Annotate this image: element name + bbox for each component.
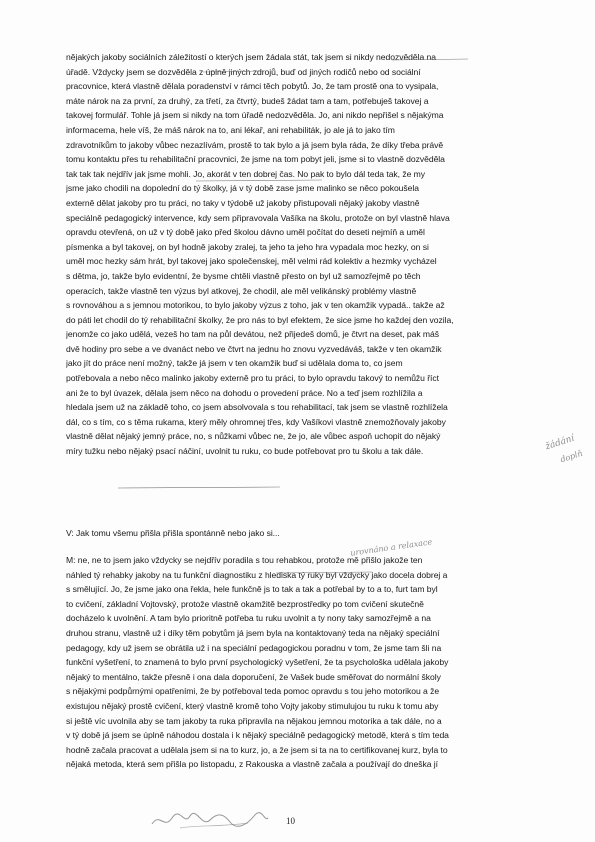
transcript-line: hodně začala pracovat a udělala jsem si na to kurz, jo, a že jsem si ta na to certifikovanej kurz, byla to bbox=[66, 744, 448, 755]
transcript-line: s dětma, jo, takže bylo evidentní, že bysme chtěli vlastně přesto on byl už samozřejmě po těch bbox=[66, 270, 421, 281]
page-number: 10 bbox=[286, 816, 295, 826]
transcript-line: tak tak tak nejdřív jak jsme mohli. Jo, akorát v ten dobrej čas. No pak to bylo dál teda tak, že my bbox=[66, 168, 426, 179]
transcript-line: do páti let chodil do tý rehabilitační školky, že pro nás to byl efektem, že sice jsme ho každej den vozila, bbox=[66, 314, 454, 325]
transcript-line: nějakých jakoby sociálních záležitostí o kterých jsem žádala stát, tak jsem si nikdy nedozvěděla na bbox=[66, 52, 437, 62]
transcript-line: takovej formulář. Tohle já jsem si nikdy na tom úřadě nedozvěděla. Jo, ani nikdo nepřišel s nějakýma bbox=[66, 110, 444, 121]
transcript-line: nějaký to mentálno, takže přesně i ona dala doporučení, že Vašek bude směřovat do normální školy bbox=[66, 671, 441, 682]
transcript-line: operacích, takže vlastně ten výzus byl atkovej, že chodil, ale měl velikánský problémy vlastně bbox=[66, 285, 417, 296]
transcript-line: pedagogy, kdy už jsem se obrátila už i na speciální pedagogickou poradnu v tom, že jsme tam šli na bbox=[66, 642, 442, 653]
transcript-line: to cvičení, základní Vojtovský, protože vlastně okamžitě bezprostředky po tom cvičení skutečně bbox=[66, 598, 424, 609]
transcript-line: s nějakými podpůrnými opatřeními, že by potřeboval teda pomoc opravdu s tou jeho motorikou a že bbox=[66, 686, 440, 697]
transcript-line: nějaká metoda, která sem přišla po listopadu, z Rakouska a vlastně začala a používají do dneška jí bbox=[66, 759, 439, 770]
question-line: V: Jak tomu všemu přišla přišla spontánně nebo jako si... bbox=[66, 528, 280, 538]
transcript-line: vlastně dělat nějaký jemný práce, no, s nůžkami vůbec ne, že jo, ale vůbec aspoň uchopit do nějaký bbox=[66, 431, 441, 442]
transcript-line: M: ne, ne to jsem jako vždycky se nejdřív poradila s tou rehabkou, protože mě přišlo jakože ten bbox=[66, 555, 423, 565]
transcript-line: míry tužku nebo nějaký psací náčiní, uvolnit tu ruku, co bude potřebovat pro tu školu a tak dále. bbox=[66, 446, 424, 457]
transcript-line: docházelo k uvolnění. A tam bylo prioritně potřeba tu ruku uvolnit a ty nony taky samozřejmě a na bbox=[66, 613, 431, 624]
transcript-line: jenomže co jako udělá, vezeš ho tam na půl devátou, než přijedeš domů, je čtvrt na deset, pak máš bbox=[66, 329, 440, 340]
transcript-line: potřebovala a nebo něco malinko jakoby externě pro tu práci, to bylo opravdu takový to nemůžu říct bbox=[66, 373, 439, 384]
transcript-line: jako jít do práce není možný, takže já jsem v ten okamžik buď si udělala doma to, co jsem bbox=[66, 358, 403, 369]
handwritten-interlinear-note: urovnáno a relaxace bbox=[349, 537, 433, 558]
transcript-line: v tý době já jsem se úplně náhodou dostala i k nějaký speciálně pedagogický metodě, která s tím teda bbox=[66, 730, 449, 741]
transcript-line: uměl moc hezky sám hrát, byl takovej jako společenskej, měl velmi rád kolektiv a hezmky vycházel bbox=[66, 256, 437, 267]
transcript-line: písmenka a byl takovej, on byl hodně jakoby zralej, ta jeho ta jeho hra vypadala moc hezky, on si bbox=[66, 241, 429, 252]
transcript-line: externě dělat jakoby pro tu práci, no taky v týdobě už jakoby přistupovali nějaký jakoby vlastně bbox=[66, 197, 420, 208]
transcript-line: existujou nějaký prostě cvičení, který vlastně kromě toho Vojty jakoby stimulujou tu ruku k tomu aby bbox=[66, 700, 439, 711]
handwritten-margin-note: doplň bbox=[559, 448, 584, 465]
transcript-line: s rovnováhou a s jemnou motorikou, to bylo jakoby výzus z toho, jak v ten okamžik vypadá.. takže až bbox=[66, 300, 445, 311]
transcript-line: jsme jako chodili na dopolední do tý školky, já v tý době zase jsme malinko se něco pokoušela bbox=[66, 183, 419, 194]
transcript-line: tomu kontaktu přes tu rehabilitační pracovnici, že jsme na tom pobyt jeli, jsme si to vlastně dozvěděla bbox=[66, 154, 445, 165]
transcript-line: hledala jsem už na základě toho, co jsem absolvovala s tou rehabilitací, tak jsem se vlastně rozhlížela bbox=[66, 402, 448, 413]
transcript-line: pracovnice, která vlastně dělala poradenství v rámci těch pobytů. Jo, že tam prostě ona to vysipala, bbox=[66, 81, 439, 92]
transcript-line: ani že to byl úvazek, dělala jsem něco na dohodu o provedení práce. No a teď jsem rozhlížila a bbox=[66, 387, 423, 398]
transcript-line: dál, co s tím, co s těma rukama, který měly ohromnej třes, kdy Vašíkovi vlastně znemožňovaly jakoby bbox=[66, 416, 446, 427]
transcript-line: informacema, hele víš, že máš nárok na to, ani lékař, ani rehabiliták, jo ale já to jako tím bbox=[66, 124, 395, 135]
transcript-line: máte nárok na za první, za druhý, za třetí, za čtvrtý, budeš žádat tam a tam, potřebuješ takovej a bbox=[66, 95, 429, 106]
transcript-line: opravdu otevřená, on už v tý době jako před školou dávno uměl počítat do deseti nejmíň a uměl bbox=[66, 227, 425, 238]
transcript-line: s smělující. Jo, že jsme jako ona řekla, hele funkčně js to tak a tak a potřebal by to a to, furt tam byl bbox=[66, 584, 438, 595]
transcript-line: úřadě. Vždycky jsem se dozvěděla z úplně jiných zdrojů, buď od jiných rodičů nebo od sociální bbox=[66, 66, 421, 77]
handwritten-margin-note: žádání bbox=[544, 433, 576, 453]
transcript-line: náhled tý rehabky jakoby na tu funkční diagnostiku z hlediska tý ruky byl vždycky jako docela dobrej a bbox=[66, 569, 448, 580]
transcript-line: speciálně pedagogický intervence, kdy sem připravovala Vašíka na školu, protože on byl vlastně hlava bbox=[66, 212, 450, 223]
transcript-line: si ještě víc uvolnila aby se tam jakoby ta ruka připravila na nějakou jemnou motorika a tak dále, no a bbox=[66, 715, 442, 726]
transcript-line: funkční vyšetření, to znamená to bylo první psychologický vyšetření, že ta psychološka udělala jakoby bbox=[66, 657, 449, 668]
transcript-line: zdravotníkům to jakoby vůbec nezazlívám, prostě to tak bylo a já jsem byla ráda, že díky třeba právě bbox=[66, 139, 444, 150]
transcript-line: dvě hodiny pro sebe a ve dvanáct nebo ve čtvrt na jednu ho znovu vyzvedáváš, takže v ten okamžik bbox=[66, 343, 442, 354]
transcript-line: druhou stranu, vlastně už i díky těm pobytům já jsem byla na kontaktovaný teda na nějaký speciální bbox=[66, 627, 440, 638]
